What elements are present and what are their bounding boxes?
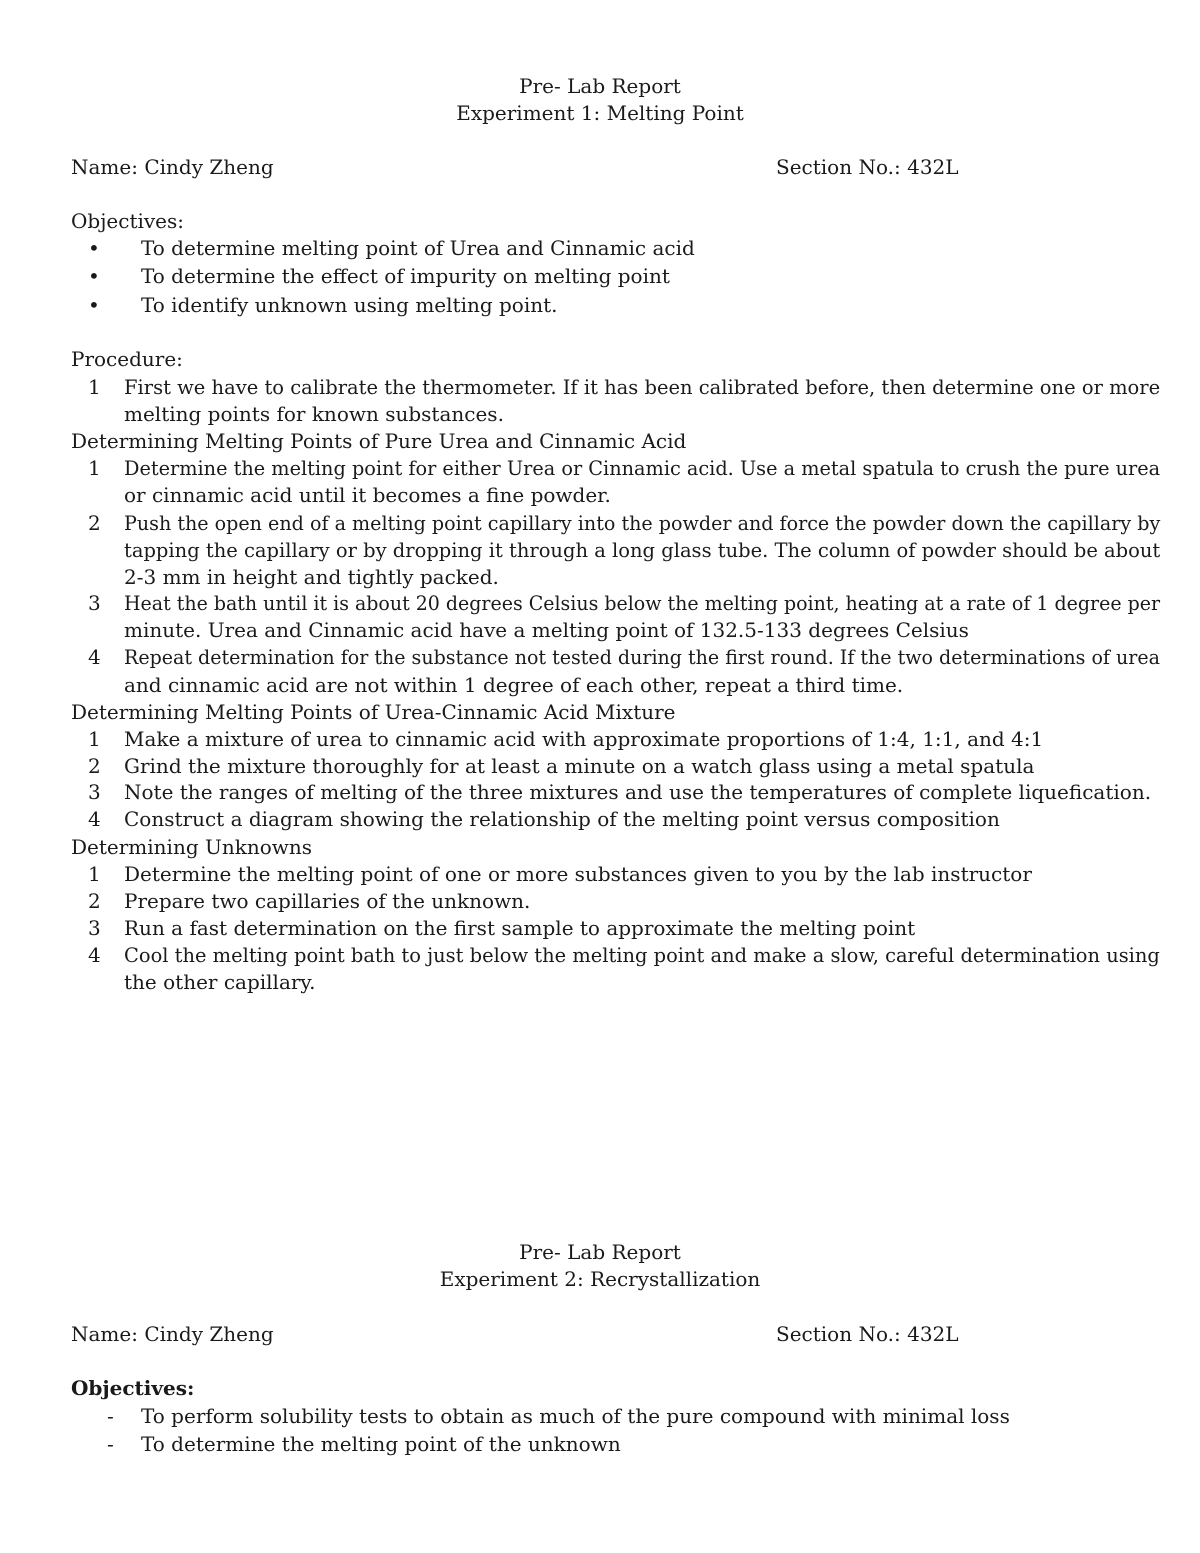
objective-item: To determine the effect of impurity on melting point <box>141 264 670 288</box>
step-text: Make a mixture of urea to cinnamic acid with approximate proportions of 1:4, 1:1, and 4:1 <box>124 727 1044 751</box>
step-text: melting points for known substances. <box>124 402 504 426</box>
objective-item: To identify unknown using melting point. <box>141 293 558 317</box>
step-text: Prepare two capillaries of the unknown. <box>124 889 531 913</box>
step-number: 1 <box>88 456 101 480</box>
bullet-marker: • <box>88 264 100 288</box>
step-text: Determine the melting point for either Urea or Cinnamic acid. Use a metal spatula to crush the pure urea <box>124 456 1161 480</box>
step-text: Heat the bath until it is about 20 degrees Celsius below the melting point, heating at a rate of 1 degree per <box>124 591 1161 615</box>
report2-objectives-heading: Objectives: <box>71 1376 195 1400</box>
step-number: 3 <box>88 780 101 804</box>
report1-objectives-heading: Objectives: <box>71 209 185 233</box>
step-text: Cool the melting point bath to just below the melting point and make a slow, careful determination using <box>124 943 1160 967</box>
report1-title: Pre- Lab Report <box>519 74 681 98</box>
step-text: or cinnamic acid until it becomes a fine powder. <box>124 483 611 507</box>
report2-section: Section No.: 432L <box>776 1322 959 1346</box>
step-text: tapping the capillary or by dropping it through a long glass tube. The column of powder should be about <box>124 538 1161 562</box>
report1-name: Name: Cindy Zheng <box>71 155 274 179</box>
step-text: the other capillary. <box>124 970 316 994</box>
step-text: Construct a diagram showing the relationship of the melting point versus composition <box>124 807 1000 831</box>
step-number: 4 <box>88 943 101 967</box>
objective-item: To perform solubility tests to obtain as much of the pure compound with minimal loss <box>141 1404 1010 1428</box>
step-number: 1 <box>88 862 101 886</box>
step-number: 2 <box>88 511 101 535</box>
step-number: 2 <box>88 754 101 778</box>
step-text: Note the ranges of melting of the three mixtures and use the temperatures of complete liquefication. <box>124 780 1152 804</box>
report1-subtitle: Experiment 1: Melting Point <box>456 101 744 125</box>
step-text: Run a fast determination on the first sample to approximate the melting point <box>124 916 916 940</box>
step-text: First we have to calibrate the thermometer. If it has been calibrated before, then determine one or more <box>124 375 1161 399</box>
report1-section: Section No.: 432L <box>776 155 959 179</box>
step-text: Determine the melting point of one or more substances given to you by the lab instructor <box>124 862 1032 886</box>
step-number: 1 <box>88 375 101 399</box>
step-text: Push the open end of a melting point capillary into the powder and force the powder down the capillary by <box>124 511 1161 535</box>
step-number: 4 <box>88 645 101 669</box>
step-text: and cinnamic acid are not within 1 degree of each other, repeat a third time. <box>124 673 904 697</box>
bullet-marker: • <box>88 236 100 260</box>
procedure-heading: Procedure: <box>71 347 183 371</box>
dash-marker: - <box>107 1404 114 1428</box>
step-number: 1 <box>88 727 101 751</box>
step-number: 4 <box>88 807 101 831</box>
unknowns-section-heading: Determining Unknowns <box>71 835 313 859</box>
step-text: minute. Urea and Cinnamic acid have a melting point of 132.5-133 degrees Celsius <box>124 618 969 642</box>
step-number: 3 <box>88 591 101 615</box>
mixture-section-heading: Determining Melting Points of Urea-Cinnamic Acid Mixture <box>71 700 676 724</box>
dash-marker: - <box>107 1432 114 1456</box>
step-text: Grind the mixture thoroughly for at least a minute on a watch glass using a metal spatula <box>124 754 1035 778</box>
objective-item: To determine melting point of Urea and Cinnamic acid <box>141 236 695 260</box>
objective-item: To determine the melting point of the unknown <box>141 1432 621 1456</box>
report2-subtitle: Experiment 2: Recrystallization <box>439 1267 761 1291</box>
pure-section-heading: Determining Melting Points of Pure Urea and Cinnamic Acid <box>71 429 687 453</box>
step-number: 2 <box>88 889 101 913</box>
step-text: Repeat determination for the substance not tested during the first round. If the two determinations of urea <box>124 645 1160 669</box>
step-number: 3 <box>88 916 101 940</box>
report2-title: Pre- Lab Report <box>519 1240 681 1264</box>
step-text: 2-3 mm in height and tightly packed. <box>124 565 499 589</box>
bullet-marker: • <box>88 293 100 317</box>
report2-name: Name: Cindy Zheng <box>71 1322 274 1346</box>
